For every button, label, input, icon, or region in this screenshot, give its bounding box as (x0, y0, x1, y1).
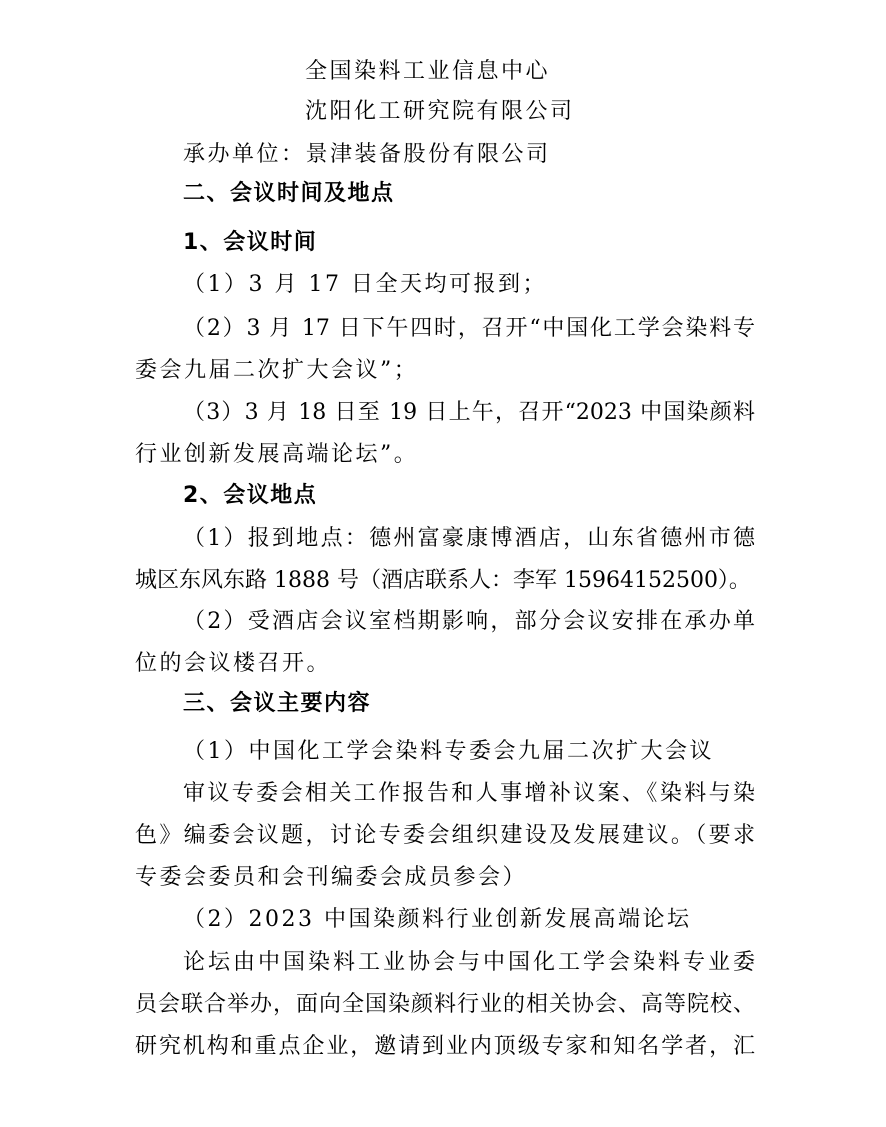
meeting-place-heading: 2、会议地点 (183, 483, 318, 508)
time-item-2-line-1: （2）3 月 17 日下午四时，召开“中国化工学会染料专 (183, 316, 755, 341)
content-item-1-para-line-3: 专委会委员和会刊编委会成员参会） (135, 865, 528, 890)
content-item-2-title: （2）2023 中国染颜料行业创新发展高端论坛 (183, 907, 692, 932)
content-item-2-para-line-1: 论坛由中国染料工业协会与中国化工学会染料专业委 (183, 950, 755, 975)
content-item-1-para-line-2: 色》编委会议题，讨论专委会组织建设及发展建议。（要求 (135, 823, 755, 848)
content-item-1-para-line-1: 审议专委会相关工作报告和人事增补议案、《染料与染 (183, 781, 755, 806)
time-item-2-line-2: 委会九届二次扩大会议”； (135, 358, 419, 383)
meeting-time-heading: 1、会议时间 (183, 230, 318, 255)
organizer-line-2: 沈阳化工研究院有限公司 (305, 99, 575, 124)
content-item-2-para-line-3: 研究机构和重点企业，邀请到业内顶级专家和知名学者，汇 (135, 1034, 755, 1059)
time-item-1: （1）3 月 17 日全天均可报到； (183, 272, 547, 297)
section-2-heading: 二、会议时间及地点 (183, 181, 395, 206)
host-organization: 承办单位：景津装备股份有限公司 (183, 142, 551, 167)
place-item-1-line-1: （1）报到地点：德州富豪康博酒店，山东省德州市德 (183, 526, 755, 551)
content-item-1-title: （1）中国化工学会染料专委会九届二次扩大会议 (183, 739, 714, 764)
place-item-2-line-2: 位的会议楼召开。 (135, 651, 332, 676)
place-item-2-line-1: （2）受酒店会议室档期影响，部分会议安排在承办单 (183, 609, 755, 634)
content-item-2-para-line-2: 员会联合举办，面向全国染颜料行业的相关协会、高等院校、 (135, 992, 755, 1017)
time-item-3-line-2: 行业创新发展高端论坛”。 (135, 442, 419, 467)
time-item-3-line-1: （3）3 月 18 日至 19 日上午，召开“2023 中国染颜料 (183, 400, 755, 425)
place-item-1-line-2: 城区东风东路 1888 号（酒店联系人：李军 15964152500）。 (135, 568, 751, 593)
organizer-line-1: 全国染料工业信息中心 (305, 59, 551, 84)
section-3-heading: 三、会议主要内容 (183, 691, 372, 716)
